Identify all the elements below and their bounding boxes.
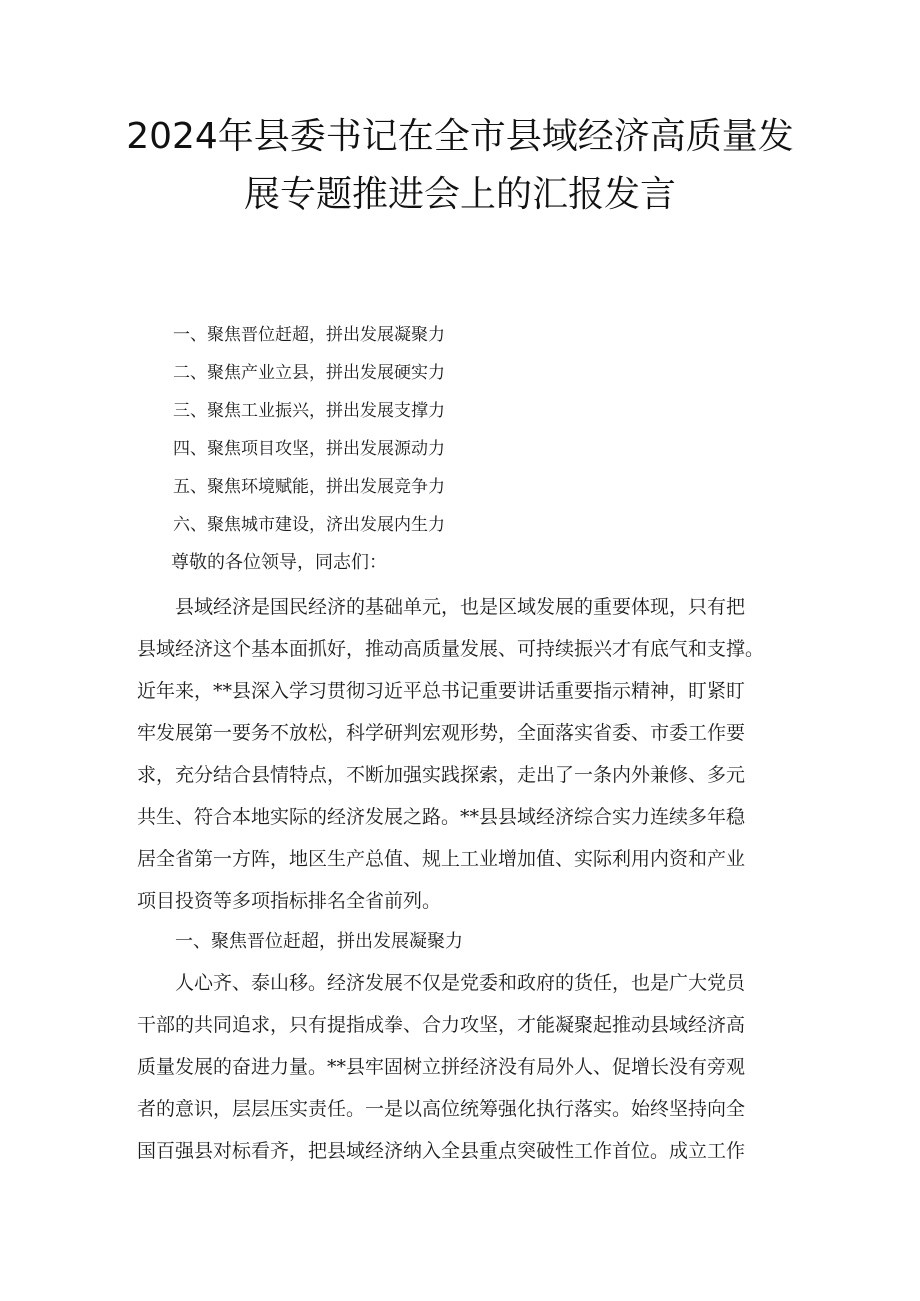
paragraph-line: 国百强县对标看齐，把县域经济纳入全县重点突破性工作首位。成立工作 [137,1140,746,1162]
toc-item: 六、聚焦城市建设，济出发展内生力 [173,515,445,535]
title-line-2: 展专题推进会上的汇报发言 [243,174,676,215]
table-of-contents [173,316,773,544]
paragraph-line: 项目投资等多项指标排名全省前列。 [137,890,442,912]
toc-item: 一、聚焦晋位赶超，拼出发展凝聚力 [173,325,445,345]
toc-item: 三、聚焦工业振兴，拼出发展支撑力 [173,401,445,421]
paragraph-line: 人心齐、泰山移。经济发展不仅是党委和政府的货任，也是广大党员 [137,972,746,994]
paragraph-line: 近年来，**县深入学习贯彻习近平总书记重要讲话重要指示精神，盯紧盯 [137,680,746,702]
paragraph-line: 居全省第一方阵，地区生产总值、规上工业增加值、实际利用内资和产业 [137,848,746,870]
paragraph-line: 牢发展第一要务不放松，科学研判宏观形势，全面落实省委、市委工作要 [137,722,746,744]
paragraph-line: 者的意识，层层压实责任。一是以高位统筹强化执行落实。始终坚持向全 [137,1098,746,1120]
paragraph-section-1 [137,962,797,1172]
paragraph-line: 干部的共同追求，只有提指成拳、合力攻坚，才能凝聚起推动县域经济高 [137,1014,746,1036]
title-line-1: 2024年县委书记在全市县域经济高质量发 [126,116,794,157]
paragraph-line: 质量发展的奋进力量。**县牢固树立拼经济没有局外人、促增长没有旁观 [137,1056,746,1078]
toc-item: 二、聚焦产业立县，拼出发展硬实力 [173,363,445,383]
toc-item: 五、聚焦环境赋能，拼出发展竞争力 [173,477,445,497]
paragraph-line: 共生、符合本地实际的经济发展之路。**县县域经济综合实力连续多年稳 [137,806,746,828]
toc-item: 四、聚焦项目攻坚，拼出发展源动力 [173,439,445,459]
paragraph-line: 县域经济这个基本面抓好，推动高质量发展、可持续振兴才有底气和支撑。 [137,638,765,660]
section-heading: 一、聚焦晋位赶超，拼出发展凝聚力 [175,931,463,952]
paragraph-line: 县域经济是国民经济的基础单元，也是区域发展的重要体现，只有把 [137,596,746,618]
paragraph-line: 求，充分结合县情特点，不断加强实践探索，走出了一条内外兼修、多元 [137,764,746,786]
greeting: 尊敬的各位领导，同志们： [171,552,387,573]
paragraph-intro [137,586,797,922]
document-title [120,108,800,224]
